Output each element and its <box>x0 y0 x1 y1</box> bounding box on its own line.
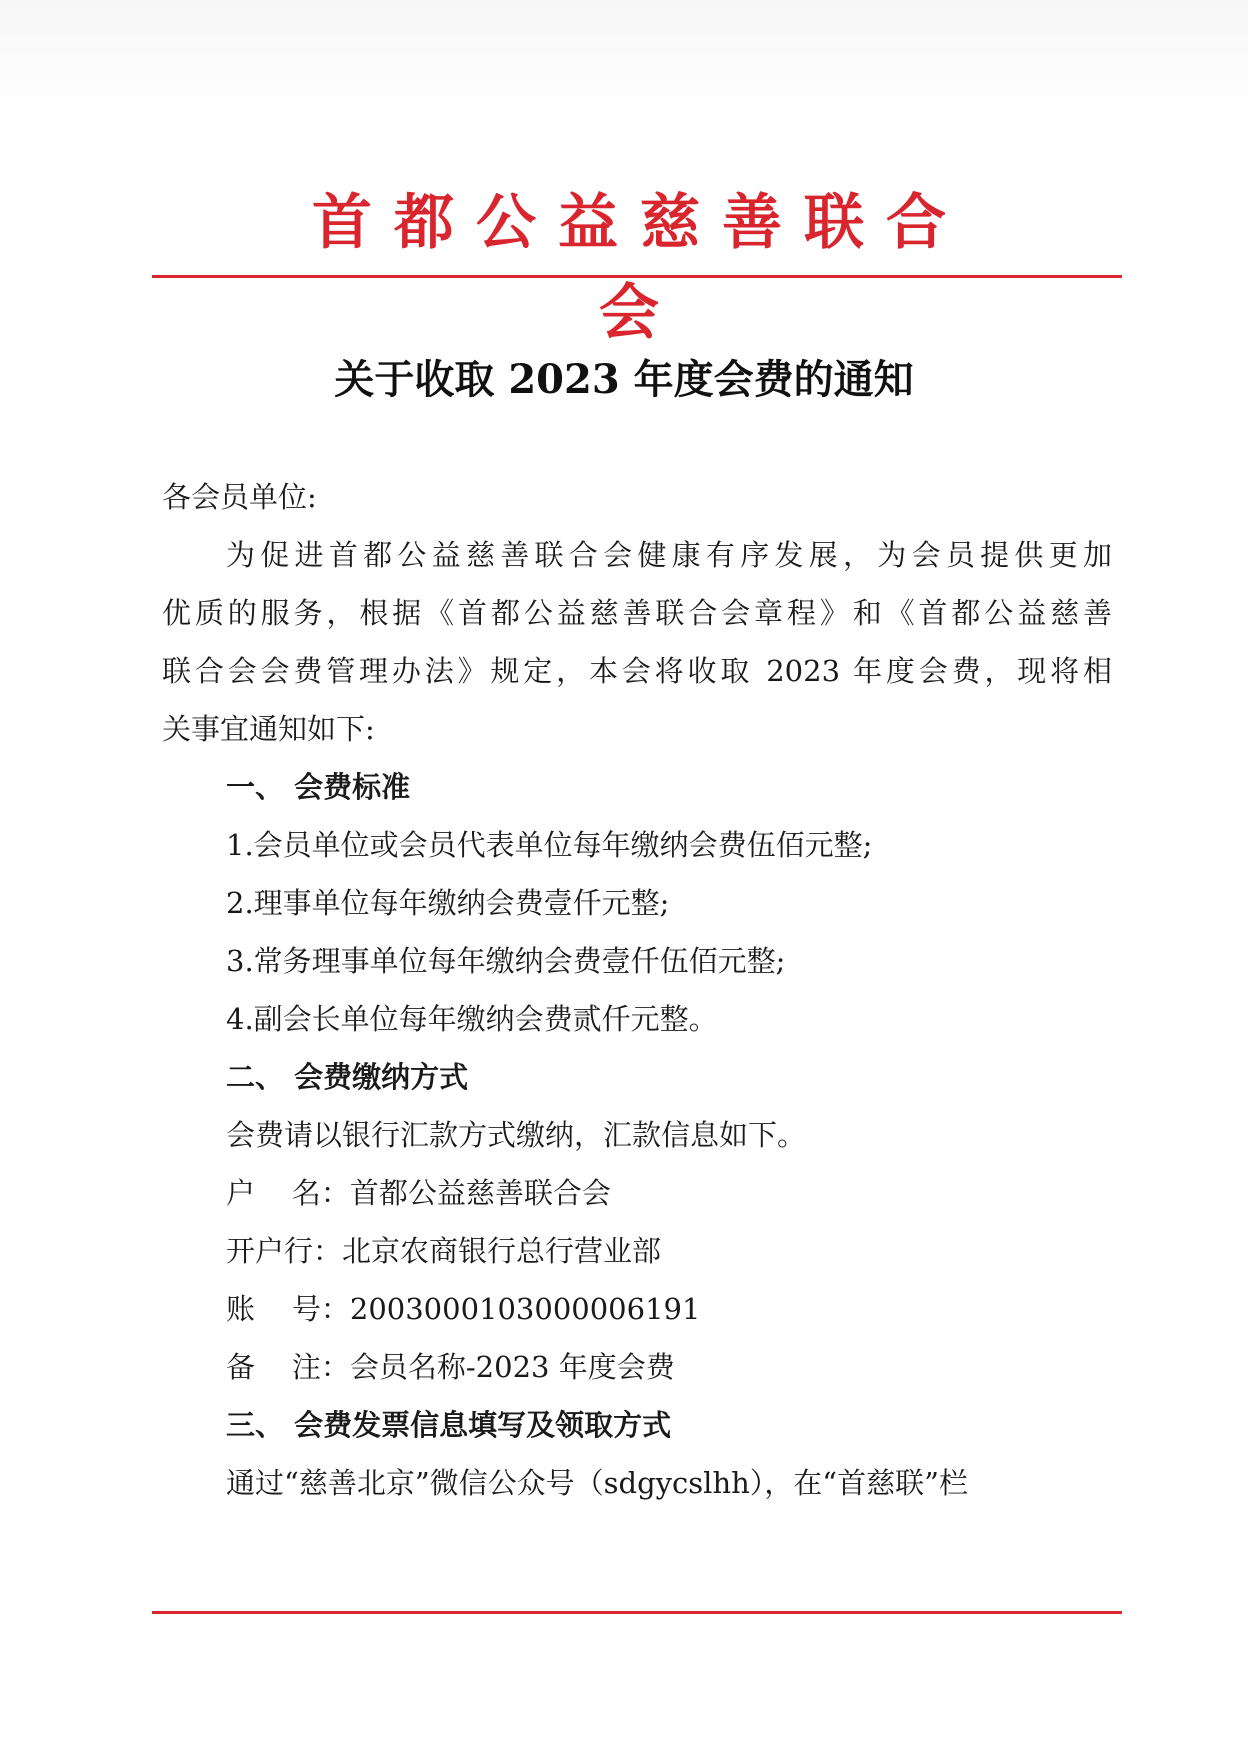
intro-line-1: 为促进首都公益慈善联合会健康有序发展，为会员提供更加 <box>226 538 1112 572</box>
section-heading-payment-method: 二、 会费缴纳方式 <box>226 1060 469 1094</box>
salutation: 各会员单位: <box>162 480 317 514</box>
fee-item: 2.理事单位每年缴纳会费壹仟元整; <box>226 886 670 920</box>
letterhead-organization: 首都公益慈善联合会 <box>312 188 968 348</box>
document-body <box>162 468 1112 1512</box>
fee-item: 1.会员单位或会员代表单位每年缴纳会费伍佰元整; <box>226 828 873 862</box>
section-heading-fee-standard: 一、 会费标准 <box>226 770 411 804</box>
account-number: 账 号：2003000103000006191 <box>226 1292 701 1326</box>
bank-name: 开户行：北京农商银行总行营业部 <box>226 1234 662 1268</box>
letterhead-rule-top <box>152 275 1122 278</box>
payment-remark: 备 注：会员名称-2023 年度会费 <box>226 1350 675 1384</box>
intro-line-3: 联合会会费管理办法》规定，本会将收取 2023 年度会费，现将相 <box>162 654 1112 688</box>
scan-shadow <box>0 0 1248 120</box>
account-name: 户 名：首都公益慈善联合会 <box>226 1176 611 1210</box>
section-heading-invoice: 三、 会费发票信息填写及领取方式 <box>226 1408 672 1442</box>
intro-line-2: 优质的服务，根据《首都公益慈善联合会章程》和《首都公益慈善 <box>162 596 1112 630</box>
intro-line-4: 关事宜通知如下: <box>162 712 375 746</box>
fee-item: 4.副会长单位每年缴纳会费贰仟元整。 <box>226 1002 718 1036</box>
invoice-text: 通过“慈善北京”微信公众号（sdgycslhh），在“首慈联”栏 <box>226 1466 968 1500</box>
document-title: 关于收取 2023 年度会费的通知 <box>334 356 914 403</box>
page-footer-rule <box>152 1611 1122 1614</box>
payment-text: 会费请以银行汇款方式缴纳，汇款信息如下。 <box>226 1118 807 1152</box>
fee-item: 3.常务理事单位每年缴纳会费壹仟伍佰元整; <box>226 944 786 978</box>
